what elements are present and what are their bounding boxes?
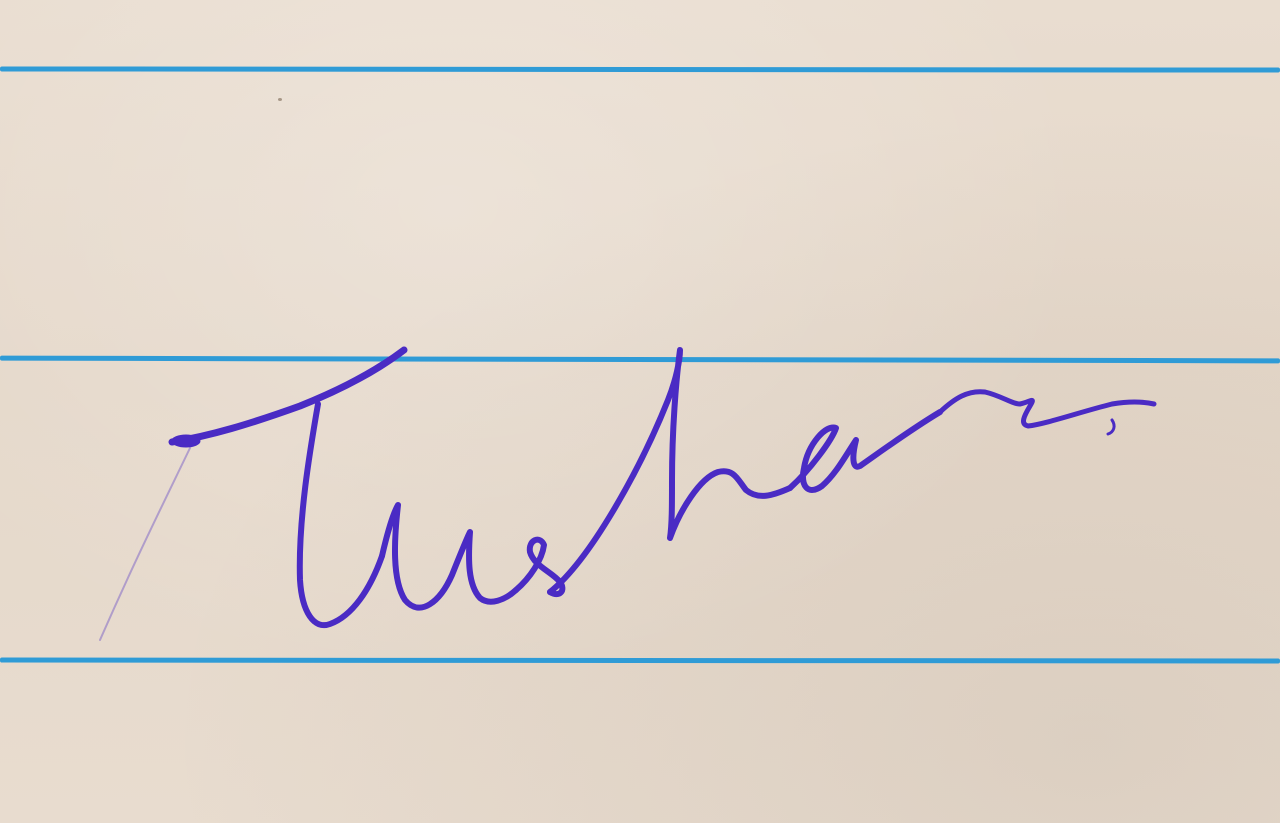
ink-blot — [172, 435, 200, 447]
letter-t-crossbar — [172, 350, 404, 442]
letter-t-stem — [300, 404, 382, 625]
letter-u — [382, 505, 516, 608]
flourish-tick — [1108, 420, 1114, 434]
letter-a — [790, 412, 940, 490]
letter-h — [550, 350, 790, 592]
letter-r-flourish — [940, 392, 1154, 426]
pen-drag-mark — [100, 448, 190, 640]
